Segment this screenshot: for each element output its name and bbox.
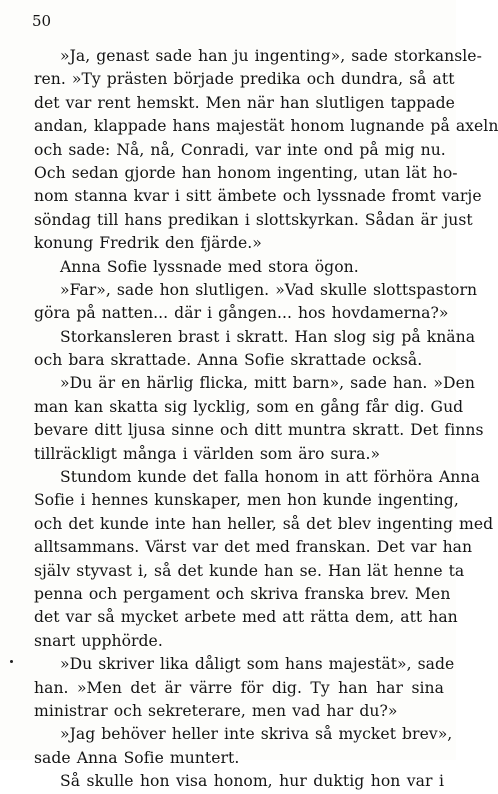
text-line: göra på natten... där i gången... hos hovdamerna?» xyxy=(34,304,449,323)
text-line: man kan skatta sig lycklig, som en gång får dig. Gud xyxy=(34,397,464,416)
text-line: »Far», sade hon slutligen. »Vad skulle slottspastorn xyxy=(60,280,478,299)
print-speck xyxy=(10,660,13,663)
text-line: andan, klappade hans majestät honom lugnande på axeln xyxy=(34,117,498,136)
page-number: 50 xyxy=(32,12,52,30)
text-line: Och sedan gjorde han honom ingenting, utan lät ho- xyxy=(34,163,458,182)
text-line: sade Anna Sofie muntert. xyxy=(34,748,240,767)
text-line: söndag till hans predikan i slottskyrkan. Sådan är just xyxy=(34,210,473,229)
text-line: ren. »Ty prästen började predika och dundra, så att xyxy=(34,70,455,89)
text-line: penna och pergament och skriva franska brev. Men xyxy=(34,584,451,603)
text-line: ministrar och sekreterare, men vad har du?» xyxy=(34,701,398,720)
text-line: »Ja, genast sade han ju ingenting», sade storkansle- xyxy=(60,47,482,65)
text-line: det var rent hemskt. Men när han slutligen tappade xyxy=(34,93,455,112)
text-line: Stundom kunde det falla honom in att förhöra Anna xyxy=(60,468,480,487)
text-line: bevare ditt ljusa sinne och ditt muntra skratt. Det finns xyxy=(34,421,484,440)
text-line: Så skulle hon visa honom, hur duktig hon var i xyxy=(60,772,444,791)
text-line: själv styvast i, så det kunde han se. Han lät henne ta xyxy=(34,561,465,580)
text-line: alltsammans. Värst var det med franskan. Det var han xyxy=(34,538,473,557)
body-text xyxy=(34,45,498,794)
text-line: och bara skrattade. Anna Sofie skrattade också. xyxy=(34,351,423,370)
text-line: Anna Sofie lyssnade med stora ögon. xyxy=(60,257,359,276)
text-line: han. »Men det är värre för dig. Ty han har sina xyxy=(34,678,444,697)
text-line: snart upphörde. xyxy=(34,631,163,650)
text-line: och sade: Nå, nå, Conradi, var inte ond på mig nu. xyxy=(34,140,446,159)
text-line: det var så mycket arbete med att rätta dem, att han xyxy=(34,608,458,627)
text-line: konung Fredrik den fjärde.» xyxy=(34,234,262,253)
text-line: Storkansleren brast i skratt. Han slog sig på knäna xyxy=(60,327,476,346)
text-line: »Du är en härlig flicka, mitt barn», sade han. »Den xyxy=(60,374,475,393)
text-line: »Jag behöver heller inte skriva så mycket brev», xyxy=(60,725,453,744)
text-line: nom stanna kvar i sitt ämbete och lyssnade fromt varje xyxy=(34,187,482,206)
text-line: tillräckligt många i världen som äro sura.» xyxy=(34,444,381,463)
text-line: Sofie i hennes kunskaper, men hon kunde ingenting, xyxy=(34,491,459,510)
text-line: »Du skriver lika dåligt som hans majestät», sade xyxy=(60,655,455,674)
text-line: och det kunde inte han heller, så det blev ingenting med xyxy=(34,514,494,533)
